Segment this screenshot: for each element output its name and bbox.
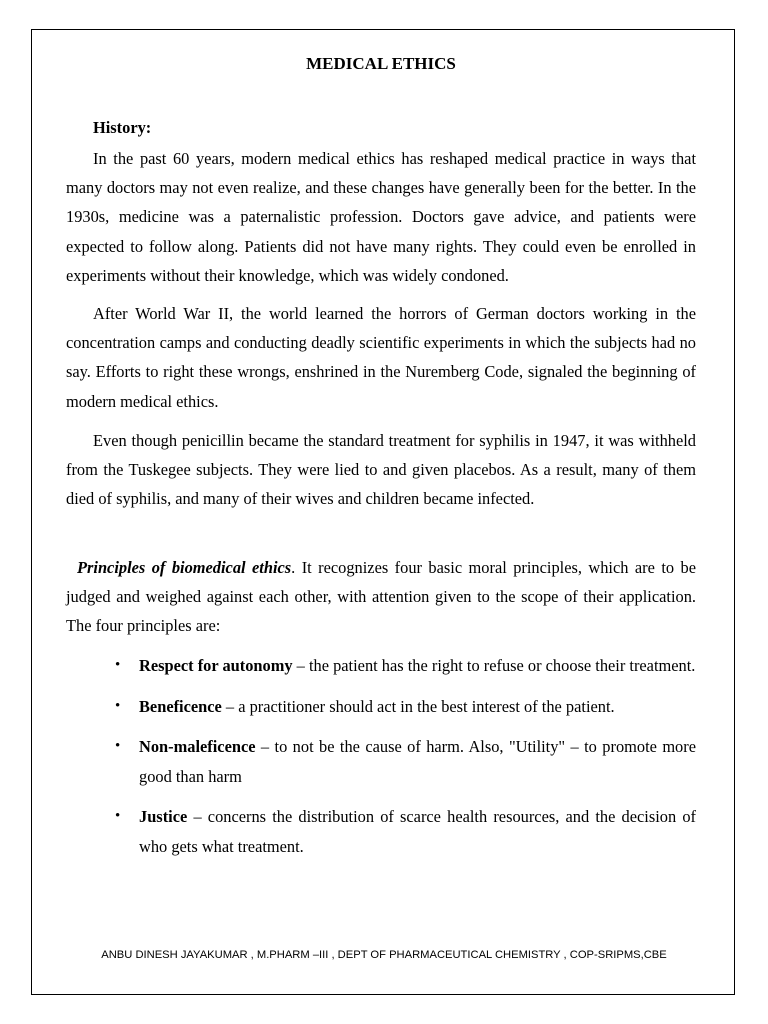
principles-text: . It recognizes four basic moral principles, which are to be judged and weighed against each other, with attention given to the scope of their application. The four principles are:	[66, 558, 696, 636]
principle-description: – a practitioner should act in the best interest of the patient.	[221, 696, 615, 716]
bullet-icon: •	[115, 738, 121, 755]
page-footer: ANBU DINESH JAYAKUMAR , M.PHARM –III , DEPT OF PHARMACEUTICAL CHEMISTRY , COP-SRIPMS,CBE	[101, 949, 667, 961]
list-item	[66, 732, 696, 790]
paragraph-2: After World War II, the world learned the horrors of German doctors working in the concentration camps and conducting deadly scientific experiments in which the subjects had no say. Efforts to right these wrongs, enshrined in the Nuremberg Code, signaled the beginning of modern medical ethics.	[66, 304, 696, 411]
bullet-icon: •	[115, 657, 121, 673]
document-title: MEDICAL ETHICS	[306, 54, 456, 73]
principle-term: Respect for autonomy	[139, 656, 293, 675]
principle-term: Beneficence	[139, 696, 222, 716]
paragraph-3: Even though penicillin became the standard treatment for syphilis in 1947, it was withheld from the Tuskegee subjects. They were lied to and given placebos. As a result, many of them died of syphilis, and many of their wives and children became infected.	[66, 431, 696, 509]
principles-lead: Principles of biomedical ethics	[77, 558, 292, 577]
principle-term: Non-maleficence	[139, 737, 256, 757]
list-item	[66, 692, 696, 721]
principles-list	[66, 651, 696, 872]
principle-term: Justice	[139, 807, 188, 827]
list-item	[66, 802, 696, 860]
bullet-icon: •	[115, 697, 121, 714]
history-heading: History:	[93, 118, 152, 137]
principle-description: – the patient has the right to refuse or choose their treatment.	[292, 656, 696, 675]
principle-description: – concerns the distribution of scarce health resources, and the decision of who gets what treatment.	[139, 807, 696, 856]
principle-description: – to not be the cause of harm. Also, "Utility" – to promote more good than harm	[139, 737, 696, 786]
list-item	[66, 651, 696, 680]
principles-paragraph	[66, 553, 696, 641]
paragraph-1: In the past 60 years, modern medical ethics has reshaped medical practice in ways that many doctors may not even realize, and these changes have generally been for the better. In the 1930s, medicine was a paternalistic profession. Doctors gave advice, and patients were expected to follow along. Patients did not have many rights. They could even be enrolled in experiments without their knowledge, which was widely condoned.	[66, 149, 696, 285]
bullet-icon: •	[115, 808, 121, 825]
